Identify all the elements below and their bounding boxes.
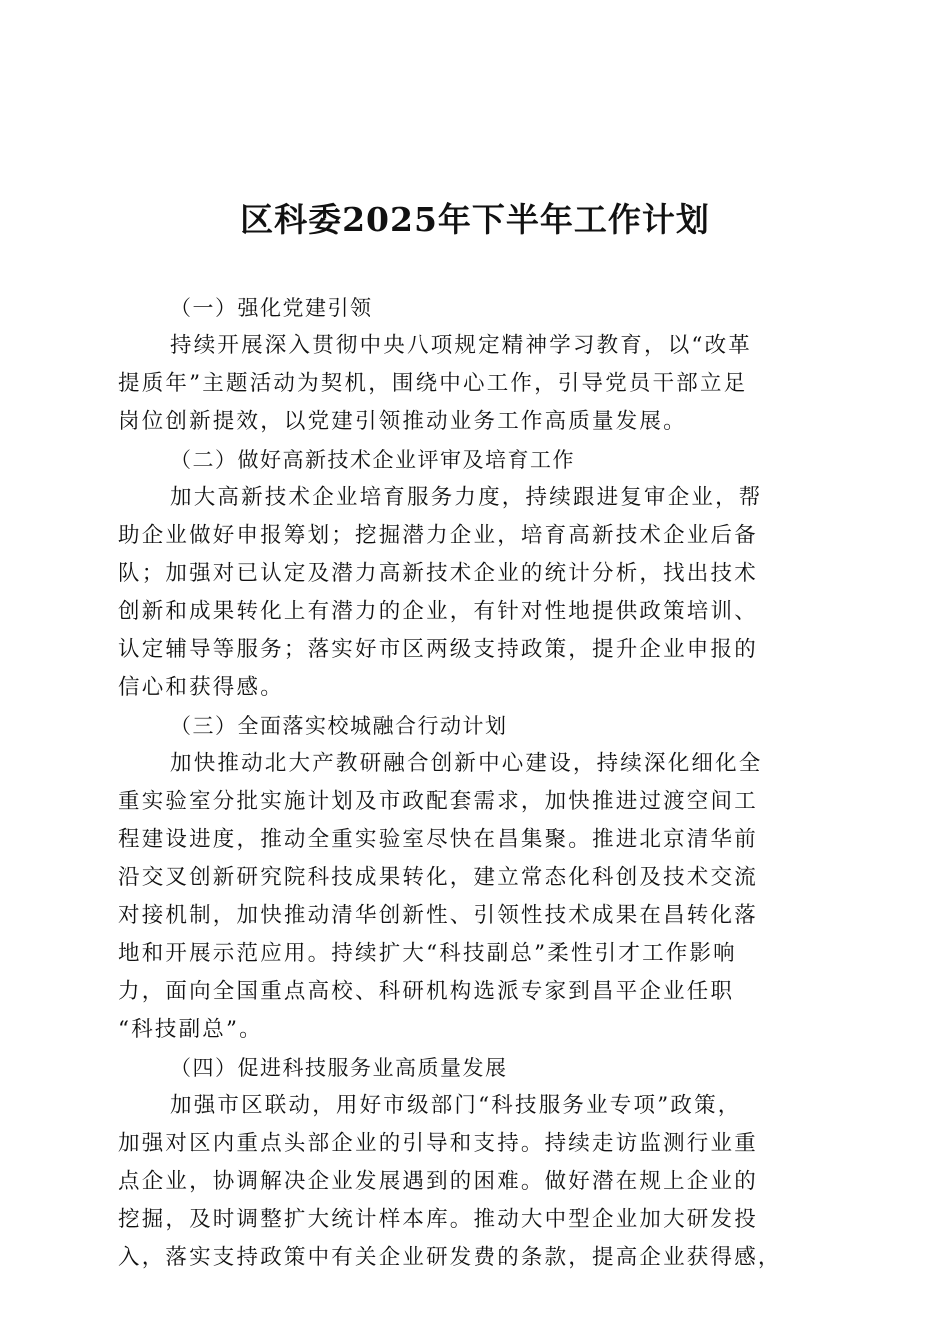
section-paragraph: 加大高新技术企业培育服务力度，持续跟进复审企业，帮 助企业做好申报筹划；挖掘潜力企业，培育高新技术企业后备 队；加强对已认定及潜力高新技术企业的统计分析，找出技术 创新和成果转化上有潜力的企业，有针对性地提供政策培训、 认定辅导等服务；落实好市区两级支持政策，提升企业申报的 信心和获得感。 <box>118 485 763 700</box>
document-body <box>118 289 830 1277</box>
section-heading: （四）促进科技服务业高质量发展 <box>170 1056 508 1080</box>
section-2 <box>118 441 830 707</box>
section-paragraph: 加强市区联动，用好市级部门“科技服务业专项”政策， 加强对区内重点头部企业的引导和支持。持续走访监测行业重 点企业，协调解决企业发展遇到的困难。做好潜在规上企业的 挖掘，及时调整扩大统计样本库。推动大中型企业加大研发投 入，落实支持政策中有关企业研发费的条款，提高企业获得感， <box>118 1093 782 1270</box>
section-heading: （一）强化党建引领 <box>170 296 373 320</box>
document-title: 区科委2025年下半年工作计划 <box>240 200 710 239</box>
section-heading: （二）做好高新技术企业评审及培育工作 <box>170 448 575 472</box>
section-paragraph: 持续开展深入贯彻中央八项规定精神学习教育，以“改革 提质年”主题活动为契机，围绕中心工作，引导党员干部立足 岗位创新提效，以党建引领推动业务工作高质量发展。 <box>118 333 752 434</box>
section-4 <box>118 1049 830 1277</box>
section-1 <box>118 289 830 441</box>
section-heading: （三）全面落实校城融合行动计划 <box>170 714 508 738</box>
section-3 <box>118 707 830 1049</box>
section-paragraph: 加快推动北大产教研融合创新中心建设，持续深化细化全 重实验室分批实施计划及市政配套需求，加快推进过渡空间工 程建设进度，推动全重实验室尽快在昌集聚。推进北京清华前 沿交叉创新研究院科技成果转化，建立常态化科创及技术交流 对接机制，加快推动清华创新性、引领性技术成果在昌转化落 地和开展示范应用。持续扩大“科技副总”柔性引才工作影响 力，面向全国重点高校、科研机构选派专家到昌平企业任职 “科技副总”。 <box>118 751 763 1042</box>
